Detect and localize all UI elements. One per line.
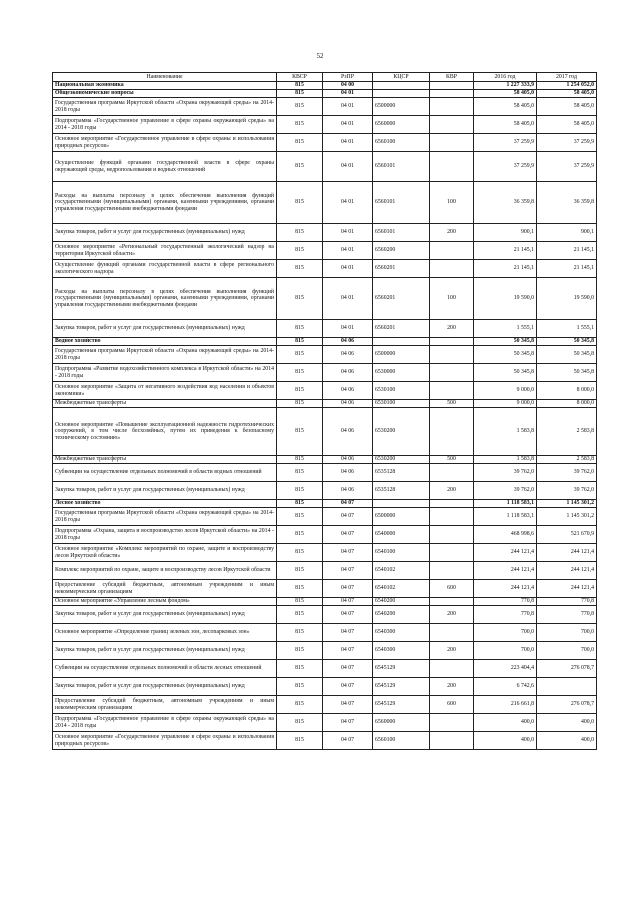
cell-kvsr: 815	[277, 224, 323, 242]
cell-2016: 900,1	[474, 224, 537, 242]
cell-2016: 39 762,0	[474, 482, 537, 500]
cell-name: Закупка товаров, работ и услуг для государственных (муниципальных) нужд	[53, 606, 277, 624]
cell-kvr: 500	[430, 400, 474, 408]
cell-2017: 1 254 052,0	[537, 82, 597, 90]
cell-2016: 700,0	[474, 642, 537, 660]
cell-name: Расходы на выплаты персоналу в целях обеспечения выполнения функций государственными (муниципальными) органами, казенными учреждениями, органами управления государственными внебюджетными фондами	[53, 278, 277, 320]
table-row	[53, 400, 597, 408]
header-kcsr: КЦСР	[373, 73, 430, 82]
cell-kvsr: 815	[277, 98, 323, 116]
table-row	[53, 278, 597, 320]
cell-2017: 37 259,9	[537, 134, 597, 152]
cell-kcsr: 6560101	[373, 182, 430, 224]
cell-2017: 276 078,7	[537, 660, 597, 678]
table-row	[53, 364, 597, 382]
table-row	[53, 98, 597, 116]
cell-kvr: 200	[430, 482, 474, 500]
cell-rzpr: 04 01	[323, 278, 373, 320]
cell-2016: 223 404,4	[474, 660, 537, 678]
table-header-row	[53, 73, 597, 82]
cell-kvsr: 815	[277, 544, 323, 562]
table-row	[53, 224, 597, 242]
cell-2016: 1 583,8	[474, 408, 537, 456]
cell-2016: 21 145,1	[474, 260, 537, 278]
cell-kcsr: 6545129	[373, 678, 430, 696]
cell-kcsr: 6560000	[373, 116, 430, 134]
cell-kvsr: 815	[277, 278, 323, 320]
cell-kvr: 200	[430, 320, 474, 338]
cell-kcsr	[373, 500, 430, 508]
cell-kcsr: 6530100	[373, 382, 430, 400]
cell-kvr	[430, 508, 474, 526]
cell-name: Основное мероприятие «Повышение эксплуатационной надежности гидротехнических сооружений, в том числе бесхозяйных, путем их приведения к безопасному техническому состоянию»	[53, 408, 277, 456]
cell-rzpr: 04 06	[323, 464, 373, 482]
cell-kvr: 200	[430, 642, 474, 660]
cell-2017: 521 670,9	[537, 526, 597, 544]
cell-kvsr: 815	[277, 382, 323, 400]
cell-kvr	[430, 260, 474, 278]
cell-2017: 36 359,8	[537, 182, 597, 224]
cell-kvsr: 815	[277, 714, 323, 732]
cell-2016: 37 259,9	[474, 134, 537, 152]
cell-kvsr: 815	[277, 660, 323, 678]
cell-kvsr: 815	[277, 598, 323, 606]
cell-2017: 50 345,8	[537, 338, 597, 346]
cell-kvsr: 815	[277, 116, 323, 134]
cell-2017: 2 583,8	[537, 456, 597, 464]
cell-kcsr: 6530200	[373, 408, 430, 456]
table-row	[53, 116, 597, 134]
cell-rzpr: 04 01	[323, 320, 373, 338]
cell-rzpr: 04 06	[323, 482, 373, 500]
cell-kvsr: 815	[277, 260, 323, 278]
table-row	[53, 242, 597, 260]
cell-kvsr: 815	[277, 500, 323, 508]
table-row	[53, 598, 597, 606]
cell-rzpr: 04 07	[323, 508, 373, 526]
cell-rzpr: 04 07	[323, 696, 373, 714]
cell-kcsr: 6540200	[373, 598, 430, 606]
cell-2016: 9 000,0	[474, 400, 537, 408]
cell-rzpr: 04 07	[323, 526, 373, 544]
cell-kvsr: 815	[277, 346, 323, 364]
table-row	[53, 580, 597, 598]
cell-kcsr: 6560200	[373, 242, 430, 260]
cell-kvr	[430, 562, 474, 580]
cell-kcsr: 6560201	[373, 278, 430, 320]
cell-kvr	[430, 116, 474, 134]
cell-2016: 1 227 333,9	[474, 82, 537, 90]
cell-kvr	[430, 382, 474, 400]
cell-name: Основное мероприятие «Комплекс мероприятий по охране, защите и воспроизводству лесов Иркутской области»	[53, 544, 277, 562]
cell-kvsr: 815	[277, 606, 323, 624]
cell-kvsr: 815	[277, 134, 323, 152]
cell-2016: 244 121,4	[474, 562, 537, 580]
cell-kvr	[430, 364, 474, 382]
cell-kcsr: 6540100	[373, 544, 430, 562]
cell-2017: 39 762,0	[537, 464, 597, 482]
cell-2016: 58 405,0	[474, 98, 537, 116]
cell-kcsr	[373, 82, 430, 90]
cell-2017: 1 555,1	[537, 320, 597, 338]
cell-name: Предоставление субсидий бюджетным, автономным учреждениям и иным некоммерческим организациям	[53, 696, 277, 714]
cell-kvsr: 815	[277, 482, 323, 500]
cell-2016: 400,0	[474, 732, 537, 750]
table-row	[53, 382, 597, 400]
cell-2017: 900,1	[537, 224, 597, 242]
cell-rzpr: 04 07	[323, 598, 373, 606]
cell-rzpr: 04 07	[323, 606, 373, 624]
cell-kvr	[430, 544, 474, 562]
cell-2017: 8 000,0	[537, 382, 597, 400]
cell-2016: 58 405,0	[474, 90, 537, 98]
cell-kcsr: 6545129	[373, 660, 430, 678]
cell-2016: 6 742,6	[474, 678, 537, 696]
table-row	[53, 456, 597, 464]
cell-kvr	[430, 90, 474, 98]
cell-name: Межбюджетные трансферты	[53, 456, 277, 464]
cell-kcsr: 6535128	[373, 464, 430, 482]
table-row	[53, 732, 597, 750]
cell-2017: 1 145 301,2	[537, 508, 597, 526]
table-row	[53, 338, 597, 346]
cell-kcsr: 6500000	[373, 508, 430, 526]
table-row	[53, 606, 597, 624]
cell-kcsr: 6560101	[373, 224, 430, 242]
cell-kvsr: 815	[277, 696, 323, 714]
cell-2016: 1 118 583,1	[474, 508, 537, 526]
cell-name: Расходы на выплаты персоналу в целях обеспечения выполнения функций государственными (муниципальными) органами, казенными учреждениями, органами управления государственными внебюджетными фондами	[53, 182, 277, 224]
table-row	[53, 500, 597, 508]
cell-kvsr: 815	[277, 364, 323, 382]
cell-rzpr: 04 07	[323, 678, 373, 696]
cell-rzpr: 04 07	[323, 642, 373, 660]
cell-kvr	[430, 152, 474, 182]
cell-kcsr: 6530000	[373, 364, 430, 382]
cell-rzpr: 04 07	[323, 624, 373, 642]
cell-2016: 400,0	[474, 714, 537, 732]
cell-kvr	[430, 134, 474, 152]
cell-2016: 216 661,8	[474, 696, 537, 714]
cell-kvr	[430, 82, 474, 90]
cell-rzpr: 04 01	[323, 242, 373, 260]
cell-name: Основное мероприятие «Государственное управление в сфере охраны и использования природных ресурсов»	[53, 134, 277, 152]
cell-2016: 50 345,8	[474, 364, 537, 382]
cell-kvr	[430, 598, 474, 606]
cell-rzpr: 04 06	[323, 408, 373, 456]
cell-rzpr: 04 06	[323, 338, 373, 346]
cell-2017: 400,0	[537, 714, 597, 732]
cell-name: Государственная программа Иркутской области «Охрана окружающей среды» на 2014-2018 годы	[53, 98, 277, 116]
cell-kvsr: 815	[277, 456, 323, 464]
cell-kvsr: 815	[277, 242, 323, 260]
cell-kcsr: 6560201	[373, 260, 430, 278]
cell-kvr: 600	[430, 580, 474, 598]
header-2017: 2017 год	[537, 73, 597, 82]
cell-2017: 2 583,8	[537, 408, 597, 456]
cell-kcsr	[373, 338, 430, 346]
cell-2016: 36 359,8	[474, 182, 537, 224]
cell-rzpr: 04 00	[323, 82, 373, 90]
cell-kcsr: 6540102	[373, 580, 430, 598]
cell-kvsr: 815	[277, 320, 323, 338]
cell-kvr	[430, 714, 474, 732]
cell-2017: 770,8	[537, 598, 597, 606]
cell-kvsr: 815	[277, 678, 323, 696]
cell-name: Подпрограмма «Развитие водохозяйственного комплекса в Иркутской области» на 2014 - 2018 годы	[53, 364, 277, 382]
cell-rzpr: 04 01	[323, 98, 373, 116]
cell-2017: 276 078,7	[537, 696, 597, 714]
cell-kvsr: 815	[277, 400, 323, 408]
cell-kvr	[430, 346, 474, 364]
cell-name: Государственная программа Иркутской области «Охрана окружающей среды» на 2014-2018 годы	[53, 508, 277, 526]
cell-kvsr: 815	[277, 562, 323, 580]
cell-kvr: 200	[430, 606, 474, 624]
cell-kcsr	[373, 90, 430, 98]
cell-kvsr: 815	[277, 82, 323, 90]
table-row	[53, 82, 597, 90]
cell-name: Основное мероприятие «Определение границ зеленых зон, лесопарковых зон»	[53, 624, 277, 642]
cell-kvsr: 815	[277, 90, 323, 98]
cell-2016: 244 121,4	[474, 580, 537, 598]
cell-2017: 50 345,8	[537, 346, 597, 364]
cell-kvr	[430, 526, 474, 544]
cell-name: Комплекс мероприятий по охране, защите и воспроизводству лесов Иркутской области	[53, 562, 277, 580]
cell-name: Государственная программа Иркутской области «Охрана окружающей среды» на 2014-2018 годы	[53, 346, 277, 364]
cell-2016: 21 145,1	[474, 242, 537, 260]
cell-kvr	[430, 732, 474, 750]
cell-rzpr: 04 01	[323, 134, 373, 152]
cell-name: Субвенции на осуществление отдельных полномочий в области водных отношений	[53, 464, 277, 482]
cell-kcsr: 6560000	[373, 714, 430, 732]
cell-kcsr: 6560101	[373, 152, 430, 182]
header-kvr: КВР	[430, 73, 474, 82]
cell-kcsr: 6545129	[373, 696, 430, 714]
cell-kcsr: 6540000	[373, 526, 430, 544]
cell-kvr	[430, 660, 474, 678]
cell-kcsr: 6540300	[373, 624, 430, 642]
cell-kvsr: 815	[277, 526, 323, 544]
table-row	[53, 678, 597, 696]
cell-2017	[537, 678, 597, 696]
table-row	[53, 714, 597, 732]
cell-2017: 244 121,4	[537, 562, 597, 580]
table-row	[53, 660, 597, 678]
cell-kcsr: 6540102	[373, 562, 430, 580]
cell-kcsr: 6500000	[373, 98, 430, 116]
cell-rzpr: 04 07	[323, 660, 373, 678]
table-row	[53, 260, 597, 278]
cell-name: Предоставление субсидий бюджетным, автономным учреждениям и иным некоммерческим организациям	[53, 580, 277, 598]
table-row	[53, 696, 597, 714]
cell-2016: 9 000,0	[474, 382, 537, 400]
cell-2017: 770,8	[537, 606, 597, 624]
cell-name: Закупка товаров, работ и услуг для государственных (муниципальных) нужд	[53, 678, 277, 696]
cell-kvsr: 815	[277, 580, 323, 598]
cell-name: Основное мероприятие «Региональный государственный экологический надзор на территории Иркутской области»	[53, 242, 277, 260]
cell-2017: 50 345,8	[537, 364, 597, 382]
table-row	[53, 346, 597, 364]
cell-kvr	[430, 242, 474, 260]
cell-2016: 244 121,4	[474, 544, 537, 562]
cell-2016: 19 590,0	[474, 278, 537, 320]
cell-2017: 400,0	[537, 732, 597, 750]
cell-kvr: 100	[430, 182, 474, 224]
cell-2017: 58 405,0	[537, 116, 597, 134]
cell-2016: 770,8	[474, 598, 537, 606]
budget-table	[52, 72, 597, 750]
cell-name: Национальная экономика	[53, 82, 277, 90]
cell-kvr	[430, 98, 474, 116]
cell-name: Общеэкономические вопросы	[53, 90, 277, 98]
cell-kvr: 200	[430, 224, 474, 242]
cell-2016: 468 998,6	[474, 526, 537, 544]
cell-name: Подпрограмма «Охрана, защита и воспроизводство лесов Иркутской области» на 2014 - 2018 годы	[53, 526, 277, 544]
cell-kvsr: 815	[277, 152, 323, 182]
cell-2016: 1 118 583,1	[474, 500, 537, 508]
cell-kvsr: 815	[277, 732, 323, 750]
header-kvsr: КВСР	[277, 73, 323, 82]
cell-name: Основное мероприятие «Управление лесным фондом»	[53, 598, 277, 606]
table-row	[53, 482, 597, 500]
table-row	[53, 90, 597, 98]
cell-2016: 50 345,8	[474, 338, 537, 346]
cell-2017: 58 405,0	[537, 98, 597, 116]
cell-rzpr: 04 01	[323, 224, 373, 242]
cell-name: Закупка товаров, работ и услуг для государственных (муниципальных) нужд	[53, 642, 277, 660]
cell-rzpr: 04 07	[323, 714, 373, 732]
cell-name: Осуществление функций органами государственной власти в сфере охраны окружающей среды, недропользования и водных отношений	[53, 152, 277, 182]
cell-rzpr: 04 07	[323, 732, 373, 750]
cell-kvr	[430, 624, 474, 642]
cell-2017: 21 145,1	[537, 260, 597, 278]
table-row	[53, 508, 597, 526]
cell-rzpr: 04 01	[323, 182, 373, 224]
cell-kvr: 600	[430, 696, 474, 714]
cell-rzpr: 04 06	[323, 382, 373, 400]
cell-name: Лесное хозяйство	[53, 500, 277, 508]
table-row	[53, 134, 597, 152]
cell-2016: 1 555,1	[474, 320, 537, 338]
cell-rzpr: 04 07	[323, 500, 373, 508]
header-name: Наименование	[53, 73, 277, 82]
cell-name: Подпрограмма «Государственное управление в сфере охраны окружающей среды» на 2014 - 2018 годы	[53, 714, 277, 732]
cell-2017: 21 145,1	[537, 242, 597, 260]
cell-kcsr: 6560201	[373, 320, 430, 338]
cell-rzpr: 04 07	[323, 544, 373, 562]
cell-name: Подпрограмма «Государственное управление в сфере охраны окружающей среды» на 2014 - 2018 годы	[53, 116, 277, 134]
cell-2017: 37 259,9	[537, 152, 597, 182]
cell-name: Основное мероприятие «Защита от негативного воздействия вод населения и объектов экономики»	[53, 382, 277, 400]
cell-2016: 50 345,8	[474, 346, 537, 364]
cell-rzpr: 04 01	[323, 152, 373, 182]
cell-rzpr: 04 07	[323, 580, 373, 598]
cell-name: Закупка товаров, работ и услуг для государственных (муниципальных) нужд	[53, 224, 277, 242]
cell-2016: 39 762,0	[474, 464, 537, 482]
cell-2016: 58 405,0	[474, 116, 537, 134]
cell-kcsr: 6540200	[373, 606, 430, 624]
cell-kvr	[430, 408, 474, 456]
cell-rzpr: 04 01	[323, 260, 373, 278]
cell-2017: 39 762,0	[537, 482, 597, 500]
cell-rzpr: 04 06	[323, 364, 373, 382]
cell-2017: 700,0	[537, 624, 597, 642]
cell-2017: 8 000,0	[537, 400, 597, 408]
cell-rzpr: 04 01	[323, 116, 373, 134]
cell-2016: 1 583,8	[474, 456, 537, 464]
cell-name: Межбюджетные трансферты	[53, 400, 277, 408]
cell-kvsr: 815	[277, 338, 323, 346]
cell-2016: 770,8	[474, 606, 537, 624]
cell-2017: 244 121,4	[537, 544, 597, 562]
cell-rzpr: 04 06	[323, 400, 373, 408]
cell-kvr: 500	[430, 456, 474, 464]
table-body	[53, 82, 597, 750]
cell-kvsr: 815	[277, 624, 323, 642]
cell-rzpr: 04 01	[323, 90, 373, 98]
cell-kvsr: 815	[277, 642, 323, 660]
cell-2016: 700,0	[474, 624, 537, 642]
table-row	[53, 408, 597, 456]
table-row	[53, 320, 597, 338]
cell-2017: 244 121,4	[537, 580, 597, 598]
header-rzpr: РзПР	[323, 73, 373, 82]
cell-kvsr: 815	[277, 508, 323, 526]
cell-kvr: 100	[430, 278, 474, 320]
cell-rzpr: 04 07	[323, 562, 373, 580]
cell-kvr	[430, 464, 474, 482]
table-row	[53, 624, 597, 642]
cell-rzpr: 04 06	[323, 346, 373, 364]
cell-kcsr: 6530200	[373, 456, 430, 464]
cell-kvsr: 815	[277, 408, 323, 456]
table-row	[53, 182, 597, 224]
cell-kcsr: 6540300	[373, 642, 430, 660]
cell-kcsr: 6560100	[373, 134, 430, 152]
cell-kcsr: 6535128	[373, 482, 430, 500]
page-number: 52	[316, 52, 324, 60]
cell-kvr	[430, 500, 474, 508]
table-row	[53, 152, 597, 182]
cell-name: Водное хозяйство	[53, 338, 277, 346]
cell-rzpr: 04 06	[323, 456, 373, 464]
table-row	[53, 642, 597, 660]
cell-2017: 1 145 301,2	[537, 500, 597, 508]
cell-name: Субвенции на осуществление отдельных полномочий в области лесных отношений	[53, 660, 277, 678]
cell-kcsr: 6500000	[373, 346, 430, 364]
header-2016: 2016 год	[474, 73, 537, 82]
cell-kvsr: 815	[277, 464, 323, 482]
table-row	[53, 464, 597, 482]
cell-kvsr: 815	[277, 182, 323, 224]
cell-name: Основное мероприятие «Государственное управление в сфере охраны и использования природных ресурсов»	[53, 732, 277, 750]
cell-kcsr: 6560100	[373, 732, 430, 750]
table-row	[53, 526, 597, 544]
cell-name: Осуществление функций органами государственной власти в сфере регионального экологического надзора	[53, 260, 277, 278]
cell-2016: 37 259,9	[474, 152, 537, 182]
table-row	[53, 544, 597, 562]
cell-2017: 19 590,0	[537, 278, 597, 320]
cell-kvr	[430, 338, 474, 346]
cell-2017: 700,0	[537, 642, 597, 660]
cell-name: Закупка товаров, работ и услуг для государственных (муниципальных) нужд	[53, 482, 277, 500]
cell-2017: 58 405,0	[537, 90, 597, 98]
cell-kcsr: 6530100	[373, 400, 430, 408]
cell-kvr: 200	[430, 678, 474, 696]
table-row	[53, 562, 597, 580]
cell-name: Закупка товаров, работ и услуг для государственных (муниципальных) нужд	[53, 320, 277, 338]
